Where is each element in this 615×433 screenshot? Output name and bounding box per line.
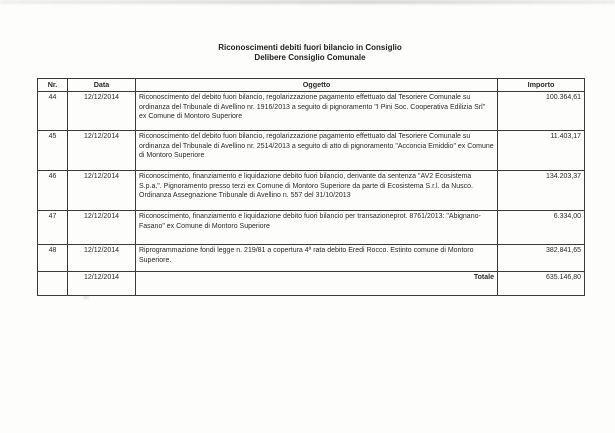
row-number-cell: 45 [38, 131, 68, 171]
table-row [38, 92, 585, 131]
row-subject-cell: Riprogrammazione fondi legge n. 219/81 a copertura 4ª rata debito Eredi Rocco. Estinto comune di Montoro Superiore. [136, 245, 498, 272]
row-amount-cell: 11.403,17 [498, 131, 585, 171]
scan-artifact-top [0, 0, 615, 4]
row-subject-cell: Riconoscimento del debito fuori bilancio, regolarizzazione pagamento effettuato dal Tesoriere Comunale su ordinanza del Tribunale di Avellino nr. 2514/2013 a seguito di atto di pignoramento "Acconcia Emiddio" ex Comune di Montoro Superiore [136, 131, 498, 171]
row-date-cell: 12/12/2014 [68, 92, 136, 131]
row-amount-cell: 134.203,37 [498, 171, 585, 211]
table-header-row [38, 79, 585, 92]
row-amount-cell: 382.841,65 [498, 245, 585, 272]
row-subject-cell: Riconoscimento del debito fuori bilancio, regolarizzazione pagamento effettuato dal Tesoriere Comunale su ordinanza del Tribunale di Avellino nr. 1916/2013 a seguito di pignoramento "I Pini Soc. Cooperativa Edilizia Srl" ex Comune di Montoro Superiore [136, 92, 498, 131]
row-date-cell: 12/12/2014 [68, 211, 136, 245]
document-title [0, 43, 615, 63]
row-subject-cell: Riconoscimento, finanziamento e liquidazione debito fuori bilancio, derivante da sentenza "AV2 Ecosistema S.p.a.". Pignoramento presso terzi ex Comune di Montoro Superiore da parte di Ecosistema S.r.l. da Nusco. Ordinanza Assegnazione Tribunale di Avellino n. 557 del 31/10/2013 [136, 171, 498, 211]
total-number-cell [38, 272, 68, 296]
table-row [38, 171, 585, 211]
row-number-cell: 46 [38, 171, 68, 211]
header-nr: Nr. [38, 79, 68, 92]
total-date-cell: 12/12/2014 [68, 272, 136, 296]
row-number-cell: 47 [38, 211, 68, 245]
resolutions-table [37, 78, 585, 296]
table-row [38, 211, 585, 245]
header-oggetto: Oggetto [136, 79, 498, 92]
row-number-cell: 44 [38, 92, 68, 131]
row-number-cell: 48 [38, 245, 68, 272]
table-row [38, 245, 585, 272]
row-amount-cell: 100.364,61 [498, 92, 585, 131]
scan-artifact-smudge [83, 296, 89, 299]
document-title-line1: Riconoscimenti debiti fuori bilancio in Consiglio [218, 43, 402, 52]
total-amount-cell: 635.146,80 [498, 272, 585, 296]
total-row [38, 272, 585, 296]
row-date-cell: 12/12/2014 [68, 245, 136, 272]
total-label-cell: Totale [136, 272, 498, 296]
row-amount-cell: 6.334,00 [498, 211, 585, 245]
row-date-cell: 12/12/2014 [68, 171, 136, 211]
header-importo: Importo [498, 79, 585, 92]
row-subject-cell: Riconoscimento, finanziamento e liquidazione debito fuori bilancio per transazioneprot. 8761/2013: "Abignano-Fasano" ex Comune di Montoro Superiore [136, 211, 498, 245]
header-data: Data [68, 79, 136, 92]
document-title-line2: Delibere Consiglio Comunale [254, 53, 366, 62]
row-date-cell: 12/12/2014 [68, 131, 136, 171]
table-row [38, 131, 585, 171]
